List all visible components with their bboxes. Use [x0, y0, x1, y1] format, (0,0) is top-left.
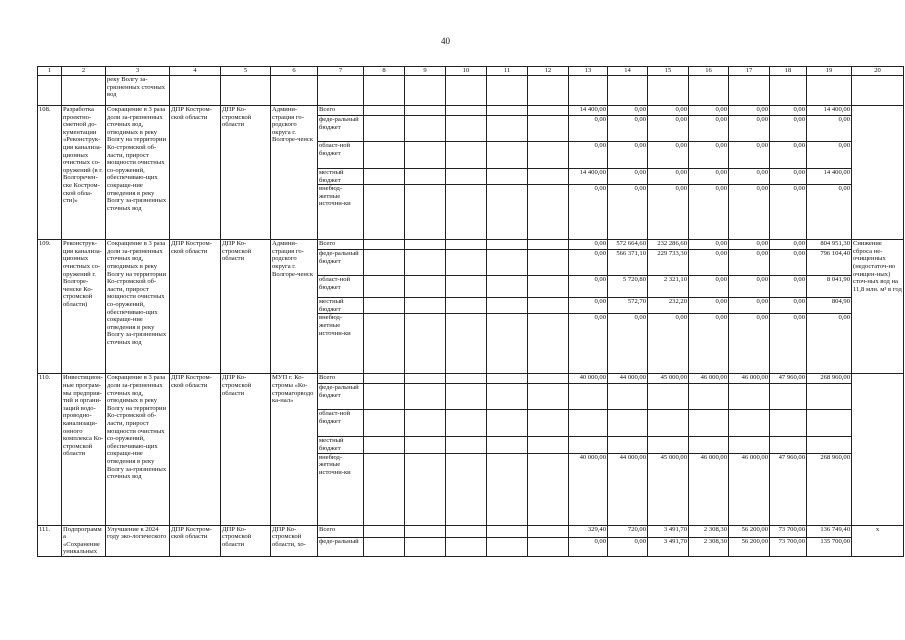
- amount-cell: 0,00: [608, 185, 648, 240]
- amount-cell: 0,00: [569, 142, 608, 169]
- amount-cell: 46 000,00: [729, 453, 770, 525]
- amount-cell: 0,00: [689, 116, 729, 142]
- empty-cell: [170, 76, 221, 106]
- amount-cell: [528, 185, 569, 240]
- amount-cell: [364, 276, 405, 298]
- amount-cell: 0,00: [689, 106, 729, 116]
- amount-cell: 47 960,00: [770, 453, 807, 525]
- header-cell: 16: [689, 67, 729, 76]
- amount-cell: 2 308,30: [689, 525, 729, 537]
- header-cell: 17: [729, 67, 770, 76]
- amount-cell: 0,00: [648, 169, 689, 185]
- amount-cell: [528, 525, 569, 537]
- table-row: [38, 240, 904, 250]
- funding-source: внебюд-жетные источни-ки: [318, 314, 364, 374]
- amount-cell: 46 000,00: [689, 374, 729, 384]
- amount-cell: [446, 453, 487, 525]
- funding-source: Всего: [318, 106, 364, 116]
- amount-cell: 0,00: [770, 106, 807, 116]
- amount-cell: 2 321,10: [648, 276, 689, 298]
- amount-cell: [364, 374, 405, 384]
- responsible-cell: ДПР Костром-ской области: [170, 240, 221, 374]
- funding-source: внебюд-жетные источни-ки: [318, 185, 364, 240]
- amount-cell: [487, 374, 528, 384]
- result-cell: [852, 106, 904, 240]
- amount-cell: 14 400,00: [807, 106, 852, 116]
- header-cell: 15: [648, 67, 689, 76]
- amount-cell: 0,00: [729, 116, 770, 142]
- amount-cell: [770, 410, 807, 437]
- empty-cell: [807, 76, 852, 106]
- amount-cell: 804 951,30: [807, 240, 852, 250]
- responsible-cell: ДПР Костром-ской области: [170, 106, 221, 240]
- funding-source: феде-ральный бюджет: [318, 250, 364, 276]
- amount-cell: [528, 374, 569, 384]
- amount-cell: [729, 410, 770, 437]
- amount-cell: 0,00: [648, 314, 689, 374]
- amount-cell: [405, 384, 446, 410]
- amount-cell: [487, 185, 528, 240]
- funding-source: Всего: [318, 240, 364, 250]
- amount-cell: [528, 537, 569, 556]
- amount-cell: [364, 142, 405, 169]
- amount-cell: [446, 106, 487, 116]
- amount-cell: 0,00: [608, 169, 648, 185]
- amount-cell: 0,00: [770, 298, 807, 314]
- header-row: [38, 67, 904, 76]
- amount-cell: 0,00: [729, 106, 770, 116]
- amount-cell: 0,00: [608, 314, 648, 374]
- amount-cell: [528, 142, 569, 169]
- empty-cell: [62, 76, 106, 106]
- amount-cell: [807, 384, 852, 410]
- amount-cell: [807, 410, 852, 437]
- page-number: 40: [441, 36, 450, 46]
- amount-cell: [528, 276, 569, 298]
- amount-cell: 47 960,00: [770, 374, 807, 384]
- amount-cell: [364, 525, 405, 537]
- amount-cell: [364, 410, 405, 437]
- amount-cell: 3 491,70: [648, 537, 689, 556]
- amount-cell: [487, 525, 528, 537]
- amount-cell: [487, 453, 528, 525]
- header-cell: 8: [364, 67, 405, 76]
- amount-cell: [528, 314, 569, 374]
- header-cell: 2: [62, 67, 106, 76]
- amount-cell: [528, 169, 569, 185]
- header-cell: 18: [770, 67, 807, 76]
- funding-source: местный бюджет: [318, 437, 364, 453]
- amount-cell: [528, 453, 569, 525]
- amount-cell: 0,00: [807, 116, 852, 142]
- amount-cell: [770, 437, 807, 453]
- funding-source: област-ной бюджет: [318, 276, 364, 298]
- header-cell: 20: [852, 67, 904, 76]
- amount-cell: [364, 314, 405, 374]
- amount-cell: 0,00: [770, 250, 807, 276]
- amount-cell: 0,00: [648, 185, 689, 240]
- amount-cell: [608, 437, 648, 453]
- coexecutor-cell: ДПР Ко-стромской области: [221, 525, 271, 556]
- amount-cell: 0,00: [729, 185, 770, 240]
- amount-cell: [446, 384, 487, 410]
- empty-cell: [487, 76, 528, 106]
- amount-cell: [608, 410, 648, 437]
- amount-cell: 56 200,00: [729, 537, 770, 556]
- amount-cell: [405, 276, 446, 298]
- table-row: [38, 374, 904, 384]
- coexecutor-cell: ДПР Ко-стромской области: [221, 240, 271, 374]
- amount-cell: 0,00: [569, 537, 608, 556]
- header-cell: 9: [405, 67, 446, 76]
- amount-cell: [364, 185, 405, 240]
- amount-cell: 8 041,90: [807, 276, 852, 298]
- amount-cell: 14 400,00: [807, 169, 852, 185]
- amount-cell: [446, 142, 487, 169]
- amount-cell: [364, 437, 405, 453]
- amount-cell: [528, 410, 569, 437]
- amount-cell: [405, 537, 446, 556]
- amount-cell: [487, 410, 528, 437]
- empty-cell: [689, 76, 729, 106]
- empty-cell: [770, 76, 807, 106]
- amount-cell: 232,20: [648, 298, 689, 314]
- amount-cell: [487, 276, 528, 298]
- amount-cell: 5 720,80: [608, 276, 648, 298]
- amount-cell: 0,00: [569, 276, 608, 298]
- amount-cell: 329,40: [569, 525, 608, 537]
- amount-cell: [405, 116, 446, 142]
- amount-cell: 0,00: [608, 116, 648, 142]
- result-cell: Снижение сброса не-очищенных (недостаточ-но очищен-ных) сточ-ных вод на 11,8 млн. м³ в год: [852, 240, 904, 374]
- amount-cell: 0,00: [569, 185, 608, 240]
- header-cell: 10: [446, 67, 487, 76]
- amount-cell: [405, 106, 446, 116]
- amount-cell: 0,00: [569, 298, 608, 314]
- amount-cell: [446, 250, 487, 276]
- amount-cell: 0,00: [689, 142, 729, 169]
- amount-cell: 0,00: [569, 250, 608, 276]
- header-cell: 5: [221, 67, 271, 76]
- table-row: [38, 525, 904, 537]
- amount-cell: [364, 106, 405, 116]
- amount-cell: [405, 250, 446, 276]
- amount-cell: 0,00: [729, 250, 770, 276]
- funding-source: феде-ральный: [318, 537, 364, 556]
- amount-cell: 0,00: [689, 314, 729, 374]
- amount-cell: 0,00: [729, 240, 770, 250]
- goal-cell: Сокращение в 3 раза доли за-грязненных сточных вод, отводимых в реку Волгу на территории Ко-стромской об-ласти, прирост мощности очистных со-оружений, обеспечиваю-щих сокраще-ние отведения в реку Волгу за-грязненных сточных вод: [106, 374, 170, 525]
- amount-cell: [487, 437, 528, 453]
- header-cell: 11: [487, 67, 528, 76]
- amount-cell: 0,00: [648, 106, 689, 116]
- amount-cell: [770, 384, 807, 410]
- row-number: 109.: [38, 240, 62, 374]
- amount-cell: [405, 453, 446, 525]
- amount-cell: [528, 240, 569, 250]
- amount-cell: 232 286,60: [648, 240, 689, 250]
- amount-cell: 0,00: [689, 276, 729, 298]
- amount-cell: 572 664,60: [608, 240, 648, 250]
- empty-cell: [648, 76, 689, 106]
- amount-cell: 0,00: [770, 314, 807, 374]
- amount-cell: [528, 116, 569, 142]
- amount-cell: [446, 276, 487, 298]
- amount-cell: [446, 314, 487, 374]
- amount-cell: 45 000,00: [648, 453, 689, 525]
- amount-cell: 0,00: [770, 142, 807, 169]
- header-cell: 4: [170, 67, 221, 76]
- amount-cell: [405, 525, 446, 537]
- measure-name: Подпрограмма «Сохранение уникальных: [62, 525, 106, 556]
- amount-cell: [569, 384, 608, 410]
- amount-cell: 56 200,00: [729, 525, 770, 537]
- table-row: [38, 106, 904, 116]
- amount-cell: 73 700,00: [770, 525, 807, 537]
- amount-cell: [364, 240, 405, 250]
- amount-cell: 14 400,00: [569, 106, 608, 116]
- amount-cell: 804,90: [807, 298, 852, 314]
- amount-cell: [446, 169, 487, 185]
- amount-cell: [405, 298, 446, 314]
- amount-cell: 572,70: [608, 298, 648, 314]
- measure-name: Реконструк-ция канализа-ционных очистных со-оружений г. Волгоре-ченске Ко-стромской области): [62, 240, 106, 374]
- amount-cell: [405, 410, 446, 437]
- participant-cell: Админи-страция го-родского округа г. Волгоре-ченск: [271, 106, 318, 240]
- amount-cell: 0,00: [770, 185, 807, 240]
- amount-cell: 0,00: [770, 116, 807, 142]
- amount-cell: [689, 384, 729, 410]
- amount-cell: [446, 185, 487, 240]
- funding-source: феде-ральный бюджет: [318, 116, 364, 142]
- amount-cell: [405, 314, 446, 374]
- goal-cell: Сокращение в 3 раза доли за-грязненных сточных вод, отводимых в реку Волгу на территории Ко-стромской об-ласти, прирост мощности очистных со-оружений, обеспечиваю-щих сокраще-ние отведения в реку Волгу за-грязненных сточных вод: [106, 106, 170, 240]
- amount-cell: [487, 106, 528, 116]
- amount-cell: [364, 384, 405, 410]
- header-cell: 13: [569, 67, 608, 76]
- amount-cell: 40 000,00: [569, 453, 608, 525]
- amount-cell: [648, 437, 689, 453]
- continuation-row: [38, 76, 904, 106]
- result-cell: x: [852, 525, 904, 556]
- header-cell: 12: [528, 67, 569, 76]
- amount-cell: 46 000,00: [729, 374, 770, 384]
- amount-cell: [405, 169, 446, 185]
- amount-cell: [487, 298, 528, 314]
- amount-cell: 566 371,10: [608, 250, 648, 276]
- amount-cell: 73 700,00: [770, 537, 807, 556]
- amount-cell: 0,00: [729, 314, 770, 374]
- participant-cell: МУП г. Ко-стромы «Ко-стромагорводока-нал»: [271, 374, 318, 525]
- goal-cell: Улучшение к 2024 году эко-логического: [106, 525, 170, 556]
- amount-cell: 0,00: [729, 276, 770, 298]
- amount-cell: 0,00: [648, 116, 689, 142]
- amount-cell: 0,00: [689, 185, 729, 240]
- header-cell: 3: [106, 67, 170, 76]
- amount-cell: [689, 410, 729, 437]
- funding-source: феде-ральный бюджет: [318, 384, 364, 410]
- amount-cell: [528, 384, 569, 410]
- amount-cell: 0,00: [770, 240, 807, 250]
- goal-cell: реку Волгу за-грязненных сточных вод: [106, 76, 170, 106]
- amount-cell: [487, 169, 528, 185]
- amount-cell: [364, 298, 405, 314]
- funding-source: Всего: [318, 374, 364, 384]
- amount-cell: [446, 116, 487, 142]
- amount-cell: [689, 437, 729, 453]
- amount-cell: [487, 116, 528, 142]
- row-number: 110.: [38, 374, 62, 525]
- funding-source: местный бюджет: [318, 298, 364, 314]
- amount-cell: [487, 142, 528, 169]
- funding-source: Всего: [318, 525, 364, 537]
- amount-cell: [487, 384, 528, 410]
- amount-cell: [364, 116, 405, 142]
- header-cell: 14: [608, 67, 648, 76]
- amount-cell: 46 000,00: [689, 453, 729, 525]
- amount-cell: [487, 314, 528, 374]
- header-cell: 19: [807, 67, 852, 76]
- measure-name: Разработка проектно-сметной до-кументации «Реконструк-ция канализа-ционных очистных со-оружений (в г. Волгоречен-ске Костром-ской обла-сти)»: [62, 106, 106, 240]
- amount-cell: 44 000,00: [608, 374, 648, 384]
- responsible-cell: ДПР Костром-ской области: [170, 374, 221, 525]
- amount-cell: [528, 250, 569, 276]
- amount-cell: 44 000,00: [608, 453, 648, 525]
- coexecutor-cell: ДПР Ко-стромской области: [221, 374, 271, 525]
- amount-cell: 0,00: [569, 314, 608, 374]
- amount-cell: 2 308,30: [689, 537, 729, 556]
- amount-cell: [446, 525, 487, 537]
- header-cell: 1: [38, 67, 62, 76]
- empty-cell: [318, 76, 364, 106]
- amount-cell: [528, 437, 569, 453]
- amount-cell: [405, 374, 446, 384]
- funding-source: внебюд-жетные источни-ки: [318, 453, 364, 525]
- participant-cell: ДПР Ко-стромской области, хо-: [271, 525, 318, 556]
- empty-cell: [271, 76, 318, 106]
- row-number: 111.: [38, 525, 62, 556]
- amount-cell: 0,00: [770, 276, 807, 298]
- amount-cell: 3 491,70: [648, 525, 689, 537]
- amount-cell: 0,00: [689, 250, 729, 276]
- amount-cell: [364, 537, 405, 556]
- amount-cell: [364, 453, 405, 525]
- amount-cell: 135 700,00: [807, 537, 852, 556]
- amount-cell: [446, 240, 487, 250]
- amount-cell: 229 733,30: [648, 250, 689, 276]
- amount-cell: 0,00: [729, 298, 770, 314]
- amount-cell: [729, 437, 770, 453]
- amount-cell: [405, 185, 446, 240]
- result-cell: [852, 374, 904, 525]
- funding-source: област-ной бюджет: [318, 410, 364, 437]
- amount-cell: [729, 384, 770, 410]
- coexecutor-cell: ДПР Ко-стромской области: [221, 106, 271, 240]
- funding-source: област-ной бюджет: [318, 142, 364, 169]
- empty-cell: [364, 76, 405, 106]
- budget-table: [37, 66, 904, 557]
- amount-cell: [446, 410, 487, 437]
- header-cell: 6: [271, 67, 318, 76]
- header-cell: 7: [318, 67, 364, 76]
- responsible-cell: ДПР Костром-ской области: [170, 525, 221, 556]
- amount-cell: 0,00: [569, 240, 608, 250]
- amount-cell: 0,00: [648, 142, 689, 169]
- empty-cell: [608, 76, 648, 106]
- amount-cell: [807, 437, 852, 453]
- amount-cell: [446, 437, 487, 453]
- amount-cell: 14 400,00: [569, 169, 608, 185]
- amount-cell: 0,00: [569, 116, 608, 142]
- amount-cell: [608, 384, 648, 410]
- amount-cell: 0,00: [807, 314, 852, 374]
- amount-cell: 268 960,00: [807, 374, 852, 384]
- amount-cell: [405, 240, 446, 250]
- row-number: 108.: [38, 106, 62, 240]
- empty-cell: [528, 76, 569, 106]
- empty-cell: [446, 76, 487, 106]
- amount-cell: 0,00: [689, 298, 729, 314]
- amount-cell: [405, 437, 446, 453]
- amount-cell: 0,00: [770, 169, 807, 185]
- amount-cell: 0,00: [608, 106, 648, 116]
- amount-cell: 0,00: [729, 142, 770, 169]
- amount-cell: [364, 250, 405, 276]
- amount-cell: 0,00: [807, 142, 852, 169]
- amount-cell: [487, 250, 528, 276]
- amount-cell: [569, 410, 608, 437]
- amount-cell: 45 000,00: [648, 374, 689, 384]
- empty-cell: [38, 76, 62, 106]
- amount-cell: 0,00: [608, 537, 648, 556]
- empty-cell: [405, 76, 446, 106]
- amount-cell: 0,00: [608, 142, 648, 169]
- amount-cell: 268 960,00: [807, 453, 852, 525]
- amount-cell: 0,00: [729, 169, 770, 185]
- amount-cell: [405, 142, 446, 169]
- amount-cell: [648, 384, 689, 410]
- amount-cell: [446, 537, 487, 556]
- amount-cell: 40 000,00: [569, 374, 608, 384]
- amount-cell: [487, 537, 528, 556]
- measure-name: Инвестицион-ные програм-мы предприя-тий и органи-заций водо-проводно-канализаци-онного комплекса Ко-стромской области: [62, 374, 106, 525]
- amount-cell: [528, 298, 569, 314]
- amount-cell: [648, 410, 689, 437]
- amount-cell: [487, 240, 528, 250]
- empty-cell: [221, 76, 271, 106]
- amount-cell: 0,00: [689, 169, 729, 185]
- amount-cell: [569, 437, 608, 453]
- amount-cell: 0,00: [689, 240, 729, 250]
- amount-cell: [446, 374, 487, 384]
- amount-cell: 136 749,40: [807, 525, 852, 537]
- amount-cell: [364, 169, 405, 185]
- amount-cell: [528, 106, 569, 116]
- amount-cell: 796 104,40: [807, 250, 852, 276]
- amount-cell: 720,00: [608, 525, 648, 537]
- empty-cell: [569, 76, 608, 106]
- goal-cell: Сокращение в 3 раза доли за-грязненных сточных вод, отводимых в реку Волгу на территории Ко-стромской об-ласти, прирост мощности очистных со-оружений, обеспечиваю-щих сокраще-ние отведения в реку Волгу за-грязненных сточных вод: [106, 240, 170, 374]
- empty-cell: [852, 76, 904, 106]
- participant-cell: Админи-страция го-родского округа г. Волгоре-ченск: [271, 240, 318, 374]
- amount-cell: 0,00: [807, 185, 852, 240]
- empty-cell: [729, 76, 770, 106]
- amount-cell: [446, 298, 487, 314]
- funding-source: местный бюджет: [318, 169, 364, 185]
